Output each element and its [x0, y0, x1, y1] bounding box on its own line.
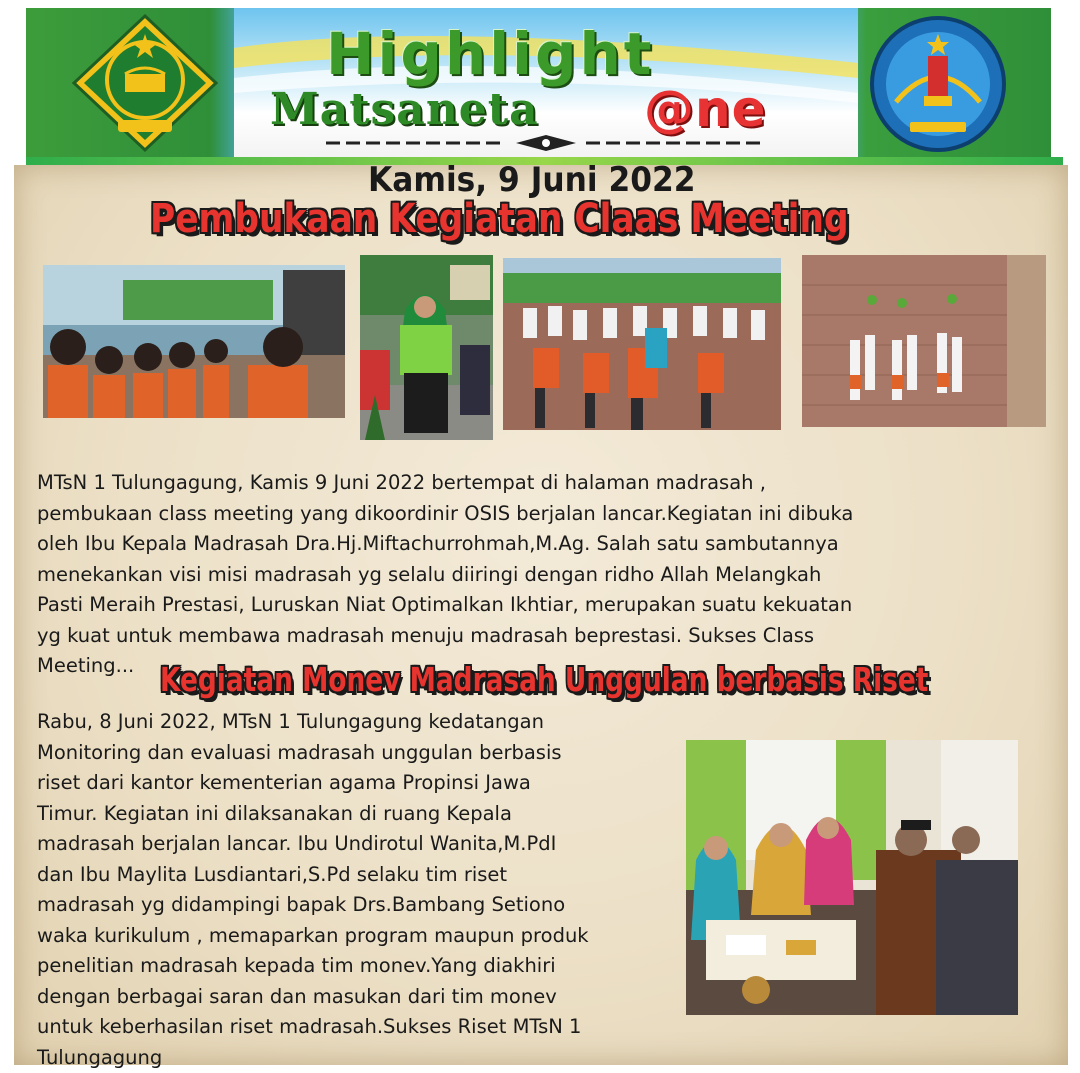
section2-line: madrasah yg didampingi bapak Drs.Bambang Setiono [37, 893, 566, 916]
section1-line: menekankan visi misi madrasah yg selalu diiringi dengan ridho Allah Melangkah [37, 562, 822, 586]
banner-title-matsaneta: Matsaneta [270, 84, 539, 135]
section2-line: Monitoring dan evaluasi madrasah unggulan berbasis [37, 740, 562, 764]
photo-students-lineup [43, 265, 345, 418]
section2-line: dengan berbagai saran dan masukan dari tim monev [37, 984, 557, 1008]
photo-students-exercise [503, 258, 781, 430]
photo-principal-speech [360, 255, 493, 440]
section1-line: MTsN 1 Tulungagung, Kamis 9 Juni 2022 bertempat di halaman madrasah , [37, 471, 766, 494]
section2-line: waka kurikulum , memaparkan program maupun produk [37, 923, 589, 947]
header-banner [26, 8, 1051, 158]
section2-line: riset dari kantor kementerian agama Propinsi Jawa [37, 771, 531, 794]
ornament-divider-icon [326, 133, 766, 153]
section1-line: Meeting... [37, 654, 135, 677]
section2-line: dan Ibu Maylita Lusdiantari,S.Pd selaku tim riset [37, 862, 508, 886]
section2-line: penelitian madrasah kepada tim monev.Yang diakhiri [37, 954, 556, 977]
section1-line: yg kuat untuk membawa madrasah menuju madrasah beprestasi. Sukses Class [37, 623, 815, 647]
kemenag-logo-icon [70, 12, 220, 154]
section1-line: oleh Ibu Kepala Madrasah Dra.Hj.Miftachurrohmah,M.Ag. Salah satu sambutannya [37, 532, 839, 555]
photo-monev-meeting [686, 740, 1018, 1015]
section1-paragraph [37, 468, 987, 682]
section2-line: Tulungagung [37, 1045, 163, 1069]
section2-heading: Kegiatan Monev Madrasah Unggulan berbasis Riset [160, 660, 929, 699]
section1-line: pembukaan class meeting yang dikoordinir OSIS berjalan lancar.Kegiatan ini dibuka [37, 501, 854, 525]
mtsn-logo-icon [866, 12, 1016, 154]
section1-line: Pasti Meraih Prestasi, Luruskan Niat Optimalkan Ikhtiar, merupakan suatu kekuatan [37, 593, 853, 616]
photo-courtyard-aerial [802, 255, 1046, 427]
section2-line: untuk keberhasilan riset madrasah.Sukses Riset MTsN 1 [37, 1015, 582, 1038]
banner-title-highlight: Highlight [326, 20, 655, 88]
section2-paragraph [37, 707, 687, 1073]
section2-line: madrasah berjalan lancar. Ibu Undirotul Wanita,M.PdI [37, 832, 557, 855]
banner-title-one: @ne [644, 80, 767, 138]
section2-line: Timur. Kegiatan ini dilaksanakan di ruang Kepala [37, 801, 512, 825]
section2-line: Rabu, 8 Juni 2022, MTsN 1 Tulungagung kedatangan [37, 710, 544, 733]
section1-heading: Pembukaan Kegiatan Claas Meeting [150, 196, 849, 242]
publication-date: Kamis, 9 Juni 2022 [368, 160, 696, 200]
